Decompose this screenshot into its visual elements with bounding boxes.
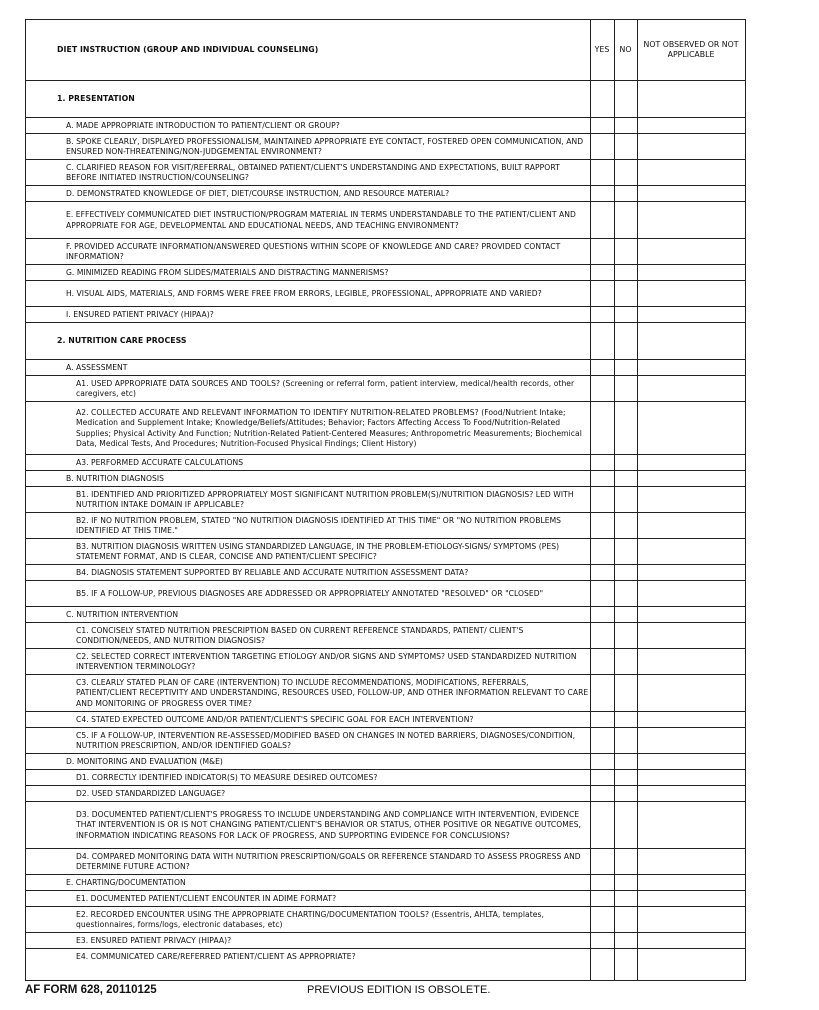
checklist-question (26, 487, 590, 513)
checklist-question (26, 623, 590, 649)
not-observed-checkbox-cell[interactable] (637, 786, 745, 802)
no-checkbox-cell[interactable] (614, 202, 637, 239)
question-text: D3. DOCUMENTED PATIENT/CLIENT'S PROGRESS TO INCLUDE UNDERSTANDING AND COMPLIANCE WITH INTERVENTION, EVIDENCE THAT INTERVENTION IS OR IS NOT CHANGING PATIENT/CLIENT'S BEHAVIOR OR STATUS, OTHER POSITIVE OR NEGATIVE OUTCOMES, INFORMATION INDICATING REASONS FOR LACK OF PROGRESS, AND SUPPORTING EVIDENCE FOR CONCLUSIONS? (76, 810, 582, 840)
no-checkbox-cell[interactable] (614, 949, 637, 965)
no-checkbox-cell[interactable] (614, 802, 637, 849)
obsolete-notice: PREVIOUS EDITION IS OBSOLETE. (307, 984, 491, 996)
question-text: E. EFFECTIVELY COMMUNICATED DIET INSTRUCTION/PROGRAM MATERIAL IN TERMS UNDERSTANDABLE TO THE PATIENT/CLIENT AND APPROPRIATE FOR AGE, DEVELOPMENTAL AND EDUCATIONAL NEEDS, AND TEACHING ENVIRONMENT? (66, 210, 576, 230)
question-text: B. SPOKE CLEARLY, DISPLAYED PROFESSIONALISM, MAINTAINED APPROPRIATE EYE CONTACT, FOSTERED OPEN COMMUNICATION, AND ENSURED NON-THREATENING/NON-JUDGEMENTAL ENVIRONMENT? (66, 136, 584, 156)
column-divider (637, 20, 638, 980)
not-observed-checkbox-cell[interactable] (637, 202, 745, 239)
checklist-question (26, 770, 590, 786)
question-text: H. VISUAL AIDS, MATERIALS, AND FORMS WERE FREE FROM ERRORS, LEGIBLE, PROFESSIONAL, APPROPRIATE AND VARIED? (66, 288, 542, 298)
subsection-heading (26, 471, 590, 487)
checklist-question (26, 118, 590, 134)
no-checkbox-cell[interactable] (614, 539, 637, 565)
subsection-heading (26, 360, 590, 376)
no-checkbox-cell[interactable] (614, 239, 637, 265)
checklist-question (26, 581, 590, 607)
no-checkbox-cell[interactable] (614, 728, 637, 754)
not-observed-checkbox-cell[interactable] (637, 907, 745, 933)
checklist-question (26, 186, 590, 202)
checklist-question (26, 712, 590, 728)
yes-column-header: YES (594, 44, 610, 54)
no-checkbox-cell[interactable] (614, 786, 637, 802)
evaluation-form (25, 19, 746, 981)
no-checkbox-cell[interactable] (614, 933, 637, 949)
checklist-question (26, 891, 590, 907)
yes-checkbox-cell[interactable] (590, 675, 614, 712)
no-checkbox-cell[interactable] (614, 565, 637, 581)
not-observed-checkbox-cell[interactable] (637, 186, 745, 202)
question-text: E2. RECORDED ENCOUNTER USING THE APPROPRIATE CHARTING/DOCUMENTATION TOOLS? (Essentris, AHLTA, templates, questionnaires, forms/logs, electronic databases, etc) (76, 909, 544, 929)
checklist-question (26, 675, 590, 712)
no-checkbox-cell[interactable] (614, 770, 637, 786)
not-observed-checkbox-cell[interactable] (637, 487, 745, 513)
not-observed-checkbox-cell[interactable] (637, 649, 745, 675)
not-observed-checkbox-cell[interactable] (637, 949, 745, 965)
checklist-question (26, 307, 590, 323)
yes-checkbox-cell[interactable] (590, 281, 614, 307)
not-observed-checkbox-cell[interactable] (637, 118, 745, 134)
no-checkbox-cell[interactable] (614, 649, 637, 675)
yes-checkbox-cell[interactable] (590, 891, 614, 907)
question-text: C2. SELECTED CORRECT INTERVENTION TARGETING ETIOLOGY AND/OR SIGNS AND SYMPTOMS? USED STANDARDIZED NUTRITION INTERVENTION TERMINOLOGY? (76, 651, 577, 671)
yes-checkbox-cell[interactable] (590, 949, 614, 965)
yes-checkbox-cell[interactable] (590, 376, 614, 402)
not-observed-checkbox-cell[interactable] (637, 513, 745, 539)
no-checkbox-cell[interactable] (614, 891, 637, 907)
no-checkbox-cell[interactable] (614, 118, 637, 134)
form-title: DIET INSTRUCTION (GROUP AND INDIVIDUAL COUNSELING) (57, 44, 319, 54)
no-checkbox-cell[interactable] (614, 487, 637, 513)
not-observed-checkbox-cell[interactable] (637, 160, 745, 186)
not-observed-checkbox-cell[interactable] (637, 281, 745, 307)
yes-checkbox-cell[interactable] (590, 265, 614, 281)
question-text: 2. NUTRITION CARE PROCESS (57, 336, 187, 346)
yes-checkbox-cell[interactable] (590, 849, 614, 875)
yes-checkbox-cell[interactable] (590, 455, 614, 471)
yes-checkbox-cell[interactable] (590, 307, 614, 323)
yes-checkbox-cell[interactable] (590, 623, 614, 649)
question-text: B4. DIAGNOSIS STATEMENT SUPPORTED BY RELIABLE AND ACCURATE NUTRITION ASSESSMENT DATA? (76, 567, 469, 577)
checklist-question (26, 565, 590, 581)
yes-checkbox-cell[interactable] (590, 907, 614, 933)
question-text: D. MONITORING AND EVALUATION (M&E) (66, 756, 223, 766)
not-observed-checkbox-cell[interactable] (637, 565, 745, 581)
no-checkbox-cell[interactable] (614, 265, 637, 281)
no-checkbox-cell[interactable] (614, 623, 637, 649)
checklist-question (26, 281, 590, 307)
not-observed-checkbox-cell[interactable] (637, 376, 745, 402)
question-text: C. NUTRITION INTERVENTION (66, 609, 179, 619)
checklist-question (26, 649, 590, 675)
not-observed-checkbox-cell[interactable] (637, 712, 745, 728)
not-observed-checkbox-cell[interactable] (637, 891, 745, 907)
checklist-question (26, 907, 590, 933)
yes-checkbox-cell[interactable] (590, 770, 614, 786)
not-observed-checkbox-cell[interactable] (637, 802, 745, 849)
checklist-question (26, 849, 590, 875)
not-observed-checkbox-cell[interactable] (637, 239, 745, 265)
not-observed-checkbox-cell[interactable] (637, 933, 745, 949)
yes-checkbox-cell[interactable] (590, 118, 614, 134)
no-checkbox-cell[interactable] (614, 402, 637, 455)
not-observed-checkbox-cell[interactable] (637, 307, 745, 323)
not-observed-checkbox-cell[interactable] (637, 623, 745, 649)
yes-checkbox-cell[interactable] (590, 565, 614, 581)
not-observed-checkbox-cell[interactable] (637, 455, 745, 471)
question-text: G. MINIMIZED READING FROM SLIDES/MATERIALS AND DISTRACTING MANNERISMS? (66, 267, 389, 277)
no-checkbox-cell[interactable] (614, 186, 637, 202)
yes-checkbox-cell[interactable] (590, 933, 614, 949)
question-text: E. CHARTING/DOCUMENTATION (66, 877, 186, 887)
column-divider (614, 20, 615, 980)
question-text: B3. NUTRITION DIAGNOSIS WRITTEN USING STANDARDIZED LANGUAGE, IN THE PROBLEM-ETIOLOGY-SIGNS/ SYMPTOMS (PES) STATEMENT FORMAT, AND IS CLEAR, CONCISE AND PATIENT/CLIENT SPECIFIC? (76, 541, 560, 561)
question-text: C5. IF A FOLLOW-UP, INTERVENTION RE-ASSESSED/MODIFIED BASED ON CHANGES IN NOTED BARRIERS, DIAGNOSES/CONDITION, NUTRITION PRESCRIPTION, AND/OR IDENTIFIED GOALS? (76, 730, 576, 750)
yes-checkbox-cell[interactable] (590, 539, 614, 565)
yes-checkbox-cell[interactable] (590, 649, 614, 675)
question-text: E3. ENSURED PATIENT PRIVACY (HIPAA)? (76, 935, 232, 945)
no-checkbox-cell[interactable] (614, 513, 637, 539)
yes-checkbox-cell[interactable] (590, 786, 614, 802)
yes-checkbox-cell[interactable] (590, 202, 614, 239)
question-text: A3. PERFORMED ACCURATE CALCULATIONS (76, 457, 244, 467)
not-observed-checkbox-cell[interactable] (637, 265, 745, 281)
yes-checkbox-cell[interactable] (590, 513, 614, 539)
yes-checkbox-cell[interactable] (590, 581, 614, 607)
question-text: D4. COMPARED MONITORING DATA WITH NUTRITION PRESCRIPTION/GOALS OR REFERENCE STANDARD TO ASSESS PROGRESS AND DETERMINE FUTURE ACTION? (76, 851, 581, 871)
question-text: B2. IF NO NUTRITION PROBLEM, STATED "NO NUTRITION DIAGNOSIS IDENTIFIED AT THIS TIME" OR "NO NUTRITION PROBLEMS IDENTIFIED AT THIS TIME." (76, 515, 562, 535)
checklist-question (26, 239, 590, 265)
checklist-question (26, 513, 590, 539)
question-text: B1. IDENTIFIED AND PRIORITIZED APPROPRIATELY MOST SIGNIFICANT NUTRITION PROBLEM(S)/NUTRITION DIAGNOSIS? LED WITH NUTRITION INTAKE DOMAIN IF APPLICABLE? (76, 489, 574, 509)
subsection-heading (26, 875, 590, 891)
yes-checkbox-cell[interactable] (590, 487, 614, 513)
no-checkbox-cell[interactable] (614, 907, 637, 933)
question-text: C3. CLEARLY STATED PLAN OF CARE (INTERVENTION) TO INCLUDE RECOMMENDATIONS, MODIFICATIONS, REFERRALS, PATIENT/CLIENT RECEPTIVITY AND UNDERSTANDING, RESOURCES USED, FOLLOW-UP, AND OTHER INFORMATION RELEVANT TO CARE AND MONITORING OF PROGRESS OVER TIME? (76, 678, 589, 708)
checklist-question (26, 202, 590, 239)
not-observed-checkbox-cell[interactable] (637, 675, 745, 712)
checklist-question (26, 160, 590, 186)
subsection-heading (26, 607, 590, 623)
no-checkbox-cell[interactable] (614, 134, 637, 160)
no-checkbox-cell[interactable] (614, 712, 637, 728)
question-text: I. ENSURED PATIENT PRIVACY (HIPAA)? (66, 309, 214, 319)
checklist-question (26, 949, 590, 965)
checklist-question (26, 802, 590, 849)
yes-checkbox-cell[interactable] (590, 186, 614, 202)
question-text: D. DEMONSTRATED KNOWLEDGE OF DIET, DIET/COURSE INSTRUCTION, AND RESOURCE MATERIAL? (66, 188, 450, 198)
no-checkbox-cell[interactable] (614, 281, 637, 307)
not-observed-checkbox-cell[interactable] (637, 770, 745, 786)
question-text: B5. IF A FOLLOW-UP, PREVIOUS DIAGNOSES ARE ADDRESSED OR APPROPRIATELY ANNOTATED "RESOLVED" OR "CLOSED" (76, 588, 544, 598)
no-checkbox-cell[interactable] (614, 675, 637, 712)
question-text: 1. PRESENTATION (57, 94, 135, 104)
question-text: A. MADE APPROPRIATE INTRODUCTION TO PATIENT/CLIENT OR GROUP? (66, 120, 340, 130)
yes-checkbox-cell[interactable] (590, 712, 614, 728)
checklist-question (26, 376, 590, 402)
yes-checkbox-cell[interactable] (590, 402, 614, 455)
section-heading (26, 81, 590, 118)
not-observed-checkbox-cell[interactable] (637, 134, 745, 160)
question-text: C1. CONCISELY STATED NUTRITION PRESCRIPTION BASED ON CURRENT REFERENCE STANDARDS, PATIENT/ CLIENT'S CONDITION/NEEDS, AND NUTRITION DIAGNOSIS? (76, 625, 524, 645)
checklist-question (26, 455, 590, 471)
subsection-heading (26, 754, 590, 770)
no-checkbox-cell[interactable] (614, 849, 637, 875)
no-checkbox-cell[interactable] (614, 581, 637, 607)
checklist-question (26, 728, 590, 754)
not-observed-checkbox-cell[interactable] (637, 402, 745, 455)
no-column-header: NO (619, 44, 632, 54)
checklist-question (26, 134, 590, 160)
yes-checkbox-cell[interactable] (590, 239, 614, 265)
yes-checkbox-cell[interactable] (590, 134, 614, 160)
checklist-question (26, 265, 590, 281)
no-checkbox-cell[interactable] (614, 307, 637, 323)
checklist-question (26, 786, 590, 802)
question-text: E4. COMMUNICATED CARE/REFERRED PATIENT/CLIENT AS APPROPRIATE? (76, 951, 356, 961)
not-observed-column-header: NOT OBSERVED OR NOT APPLICABLE (643, 39, 739, 59)
question-text: D2. USED STANDARDIZED LANGUAGE? (76, 788, 226, 798)
checklist-question (26, 933, 590, 949)
no-checkbox-cell[interactable] (614, 455, 637, 471)
column-divider (590, 20, 591, 980)
checklist-question (26, 402, 590, 455)
yes-checkbox-cell[interactable] (590, 802, 614, 849)
question-text: D1. CORRECTLY IDENTIFIED INDICATOR(S) TO MEASURE DESIRED OUTCOMES? (76, 772, 378, 782)
yes-checkbox-cell[interactable] (590, 160, 614, 186)
no-checkbox-cell[interactable] (614, 376, 637, 402)
question-text: C4. STATED EXPECTED OUTCOME AND/OR PATIENT/CLIENT'S SPECIFIC GOAL FOR EACH INTERVENTION? (76, 714, 474, 724)
question-text: E1. DOCUMENTED PATIENT/CLIENT ENCOUNTER IN ADIME FORMAT? (76, 893, 337, 903)
question-text: C. CLARIFIED REASON FOR VISIT/REFERRAL, OBTAINED PATIENT/CLIENT'S UNDERSTANDING AND EXPECTATIONS, BUILT RAPPORT BEFORE INITIATED INSTRUCTION/COUNSELING? (66, 162, 560, 182)
not-observed-checkbox-cell[interactable] (637, 849, 745, 875)
section-heading (26, 323, 590, 360)
not-observed-checkbox-cell[interactable] (637, 728, 745, 754)
question-text: F. PROVIDED ACCURATE INFORMATION/ANSWERED QUESTIONS WITHIN SCOPE OF KNOWLEDGE AND CARE? PROVIDED CONTACT INFORMATION? (66, 241, 561, 261)
form-number: AF FORM 628, 20110125 (25, 984, 157, 996)
yes-checkbox-cell[interactable] (590, 728, 614, 754)
question-text: A2. COLLECTED ACCURATE AND RELEVANT INFORMATION TO IDENTIFY NUTRITION-RELATED PROBLEMS? (Food/Nutrient Intake; Medication and Supplement Intake; Knowledge/Beliefs/Attitudes; Behavior; Factors Affecting Access To Food/Nutrition-Related Supplies; Physical Activity And Function; Nutrition-Related Patient-Centered Measures; Anthropometric Measurements; Biochemical Data, Medical Tests, And Procedures; Nutrition-Focused Physical Findings; Client History) (76, 407, 582, 448)
checklist-question (26, 539, 590, 565)
not-observed-checkbox-cell[interactable] (637, 581, 745, 607)
not-observed-checkbox-cell[interactable] (637, 539, 745, 565)
no-checkbox-cell[interactable] (614, 160, 637, 186)
question-text: A. ASSESSMENT (66, 362, 128, 372)
question-text: B. NUTRITION DIAGNOSIS (66, 473, 165, 483)
question-text: A1. USED APPROPRIATE DATA SOURCES AND TOOLS? (Screening or referral form, patient interview, medical/health records, other caregivers, etc) (76, 378, 575, 398)
